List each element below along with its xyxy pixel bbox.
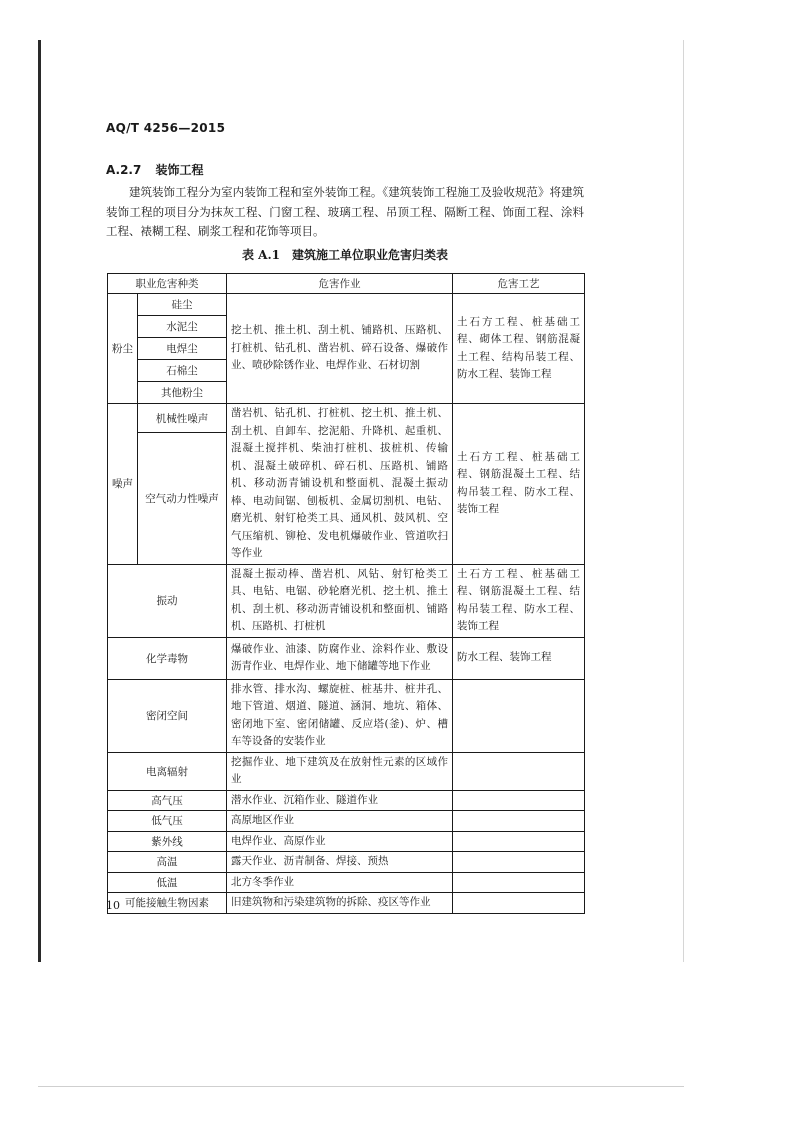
row-category: 低温 xyxy=(108,872,227,893)
dust-subtype: 电焊尘 xyxy=(138,338,227,360)
dust-subtype: 水泥尘 xyxy=(138,316,227,338)
noise-work: 凿岩机、钻孔机、打桩机、挖土机、推土机、刮土机、自卸车、挖泥船、升降机、起重机、混凝土搅拌机、柴油打桩机、拔桩机、传输机、混凝土破碎机、碎石机、压路机、铺路机、移动沥青铺设机和整面机、混凝土振动棒、电动间锯、刨板机、金属切割机、电钻、磨光机、射钉枪类工具、通风机、鼓风机、空气压缩机、铆枪、发电机爆破作业、管道吹扫等作业 xyxy=(227,404,453,565)
standard-code: AQ/T 4256—2015 xyxy=(106,121,226,135)
row-process xyxy=(453,893,585,914)
table-row xyxy=(108,790,585,811)
dust-subtype: 石棉尘 xyxy=(138,360,227,382)
header-work: 危害作业 xyxy=(227,274,453,294)
noise-category: 噪声 xyxy=(108,404,138,565)
table-row xyxy=(108,679,585,752)
header-process: 危害工艺 xyxy=(453,274,585,294)
row-work: 露天作业、沥青制备、焊接、预热 xyxy=(227,852,453,873)
dust-process: 土石方工程、桩基础工程、砌体工程、钢筋混凝土工程、结构吊装工程、防水工程、装饰工程 xyxy=(453,294,585,404)
row-work: 旧建筑物和污染建筑物的拆除、疫区等作业 xyxy=(227,893,453,914)
dust-category: 粉尘 xyxy=(108,294,138,404)
row-work: 高原地区作业 xyxy=(227,811,453,832)
table-row xyxy=(108,404,585,433)
header-category: 职业危害种类 xyxy=(108,274,227,294)
section-paragraph: 建筑装饰工程分为室内装饰工程和室外装饰工程。《建筑装饰工程施工及验收规范》将建筑装饰工程的项目分为抹灰工程、门窗工程、玻璃工程、吊顶工程、隔断工程、饰面工程、涂料工程、裱糊工程、刷浆工程和花饰等项目。 xyxy=(106,185,584,238)
table-row xyxy=(108,872,585,893)
row-work: 挖掘作业、地下建筑及在放射性元素的区域作业 xyxy=(227,752,453,790)
row-category: 密闭空间 xyxy=(108,679,227,752)
table-row xyxy=(108,893,585,914)
row-work: 潜水作业、沉箱作业、隧道作业 xyxy=(227,790,453,811)
row-category: 紫外线 xyxy=(108,831,227,852)
table-row xyxy=(108,752,585,790)
row-category: 振动 xyxy=(108,564,227,637)
table-row xyxy=(108,831,585,852)
section-number: A.2.7 xyxy=(106,163,142,177)
row-process xyxy=(453,679,585,752)
row-work: 排水管、排水沟、螺旋桩、桩基井、桩井孔、地下管道、烟道、隧道、涵洞、地坑、箱体、密闭地下室、密闭储罐、反应塔(釜)、炉、槽车等设备的安装作业 xyxy=(227,679,453,752)
row-category: 可能接触生物因素 xyxy=(108,893,227,914)
row-process: 防水工程、装饰工程 xyxy=(453,637,585,679)
table-caption: 表 A.1 建筑施工单位职业危害归类表 xyxy=(241,248,449,262)
table-row xyxy=(108,637,585,679)
section-title: 装饰工程 xyxy=(155,163,204,177)
table-row xyxy=(108,564,585,637)
row-category: 高气压 xyxy=(108,790,227,811)
table-header-row xyxy=(108,274,585,294)
noise-subtype: 空气动力性噪声 xyxy=(138,433,227,564)
row-category: 低气压 xyxy=(108,811,227,832)
scan-right-edge xyxy=(683,40,684,962)
table-row xyxy=(108,811,585,832)
row-category: 电离辐射 xyxy=(108,752,227,790)
dust-subtype: 其他粉尘 xyxy=(138,382,227,404)
row-process xyxy=(453,790,585,811)
noise-process: 土石方工程、桩基础工程、钢筋混凝土工程、结构吊装工程、防水工程、装饰工程 xyxy=(453,404,585,565)
row-work: 混凝土振动棒、凿岩机、风钻、射钉枪类工具、电钻、电锯、砂轮磨光机、挖土机、推土机、刮土机、移动沥青铺设机和整面机、铺路机、压路机、打桩机 xyxy=(227,564,453,637)
table-row xyxy=(108,852,585,873)
row-process xyxy=(453,872,585,893)
table-row xyxy=(108,294,585,316)
row-work: 北方冬季作业 xyxy=(227,872,453,893)
row-process xyxy=(453,852,585,873)
dust-work: 挖土机、推土机、刮土机、铺路机、压路机、打桩机、钻孔机、凿岩机、碎石设备、爆破作业、喷砂除锈作业、电焊作业、石材切割 xyxy=(227,294,453,404)
row-process xyxy=(453,752,585,790)
dust-subtype: 硅尘 xyxy=(138,294,227,316)
row-process xyxy=(453,811,585,832)
row-process: 土石方工程、桩基础工程、钢筋混凝土工程、结构吊装工程、防水工程、装饰工程 xyxy=(453,564,585,637)
page-number: 10 xyxy=(106,899,120,912)
row-work: 电焊作业、高原作业 xyxy=(227,831,453,852)
row-category: 高温 xyxy=(108,852,227,873)
section-heading xyxy=(106,161,204,178)
hazard-table xyxy=(107,273,585,914)
scan-bottom-edge xyxy=(38,1086,684,1087)
row-work: 爆破作业、油漆、防腐作业、涂料作业、敷设沥青作业、电焊作业、地下储罐等地下作业 xyxy=(227,637,453,679)
row-category: 化学毒物 xyxy=(108,637,227,679)
row-process xyxy=(453,831,585,852)
end-rule xyxy=(306,851,420,852)
noise-subtype: 机械性噪声 xyxy=(138,404,227,433)
scan-left-edge xyxy=(38,40,41,962)
